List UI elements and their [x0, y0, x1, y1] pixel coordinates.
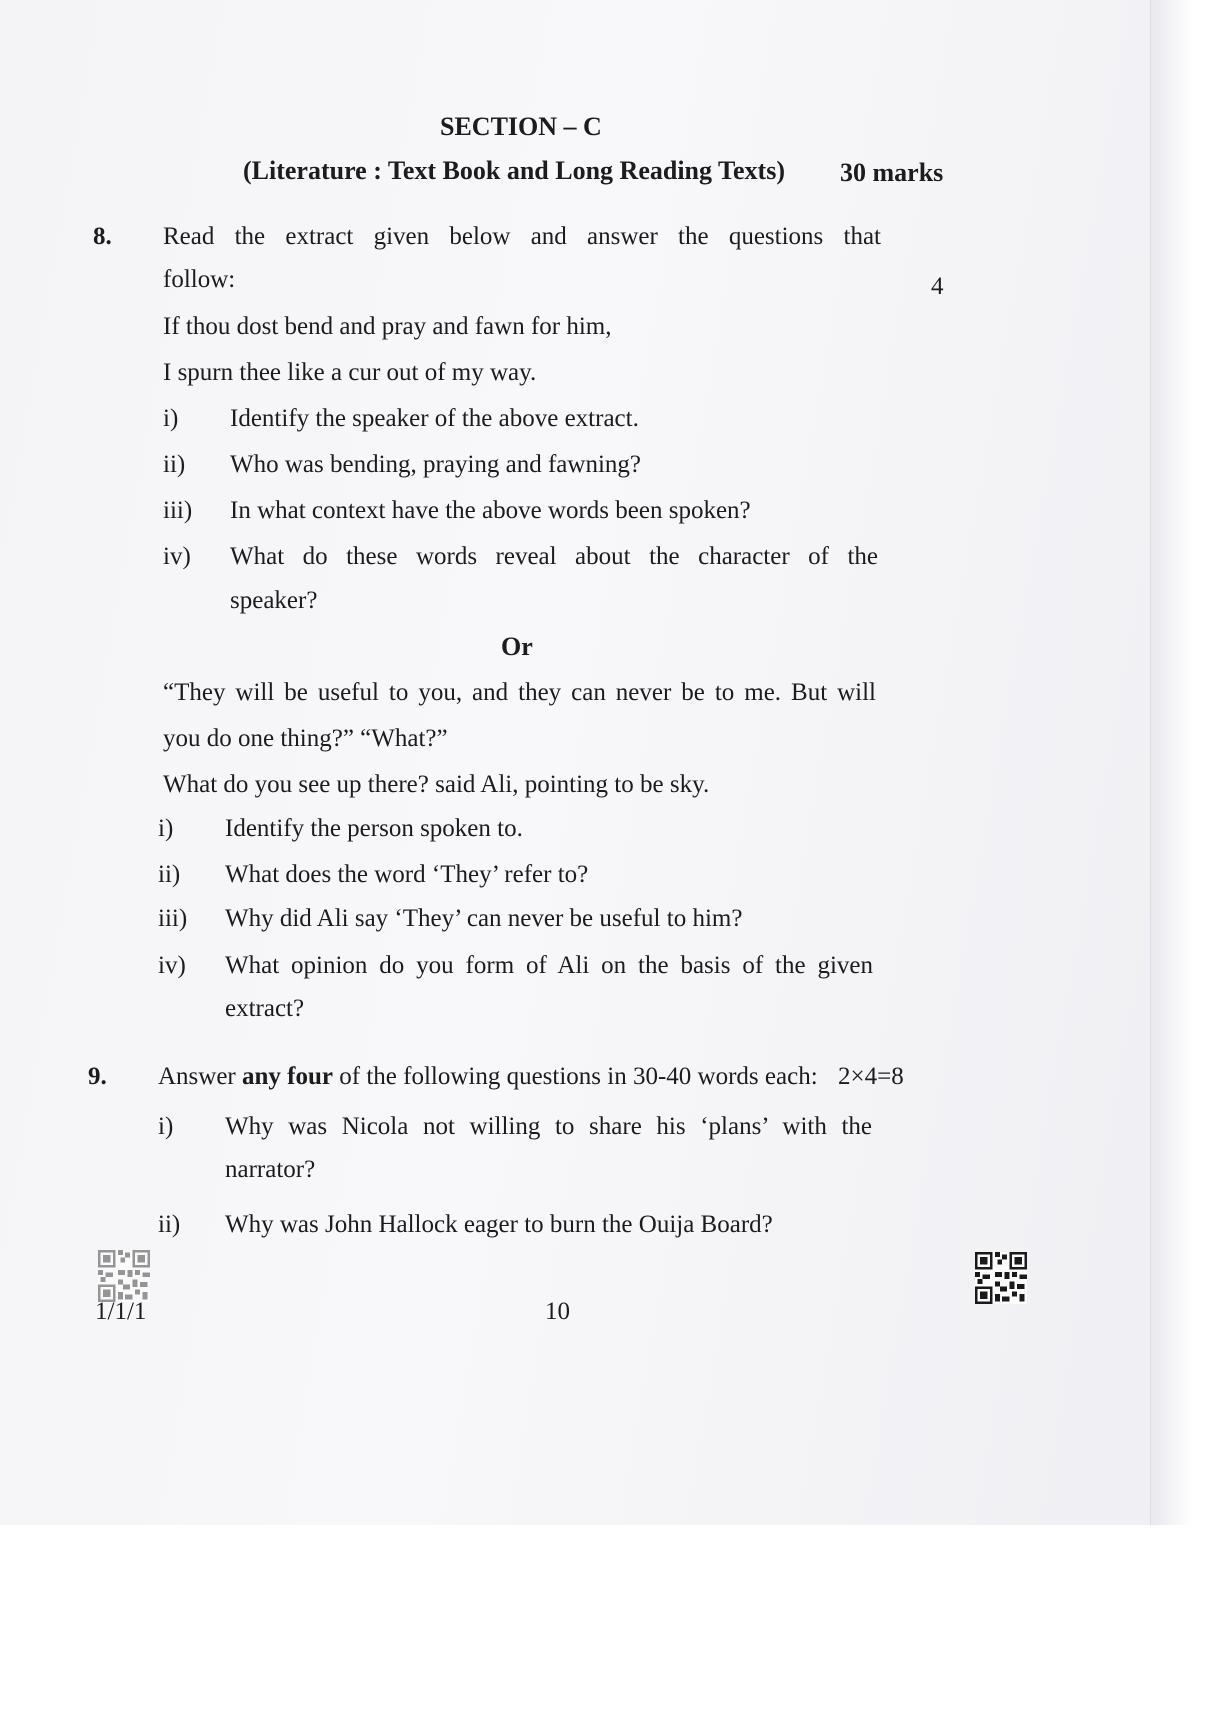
- q9-marks: 2×4=8: [838, 1063, 904, 1090]
- q8-instruction-line2: follow:: [163, 266, 236, 293]
- paper-edge: [1150, 0, 1193, 1525]
- extract-b-line-3: What do you see up there? said Ali, pointing to be sky.: [163, 771, 710, 798]
- q9-q2-number: ii): [158, 1211, 181, 1238]
- extract-b-q4-number: iv): [158, 952, 186, 979]
- extract-b-q3-number: iii): [158, 905, 188, 932]
- paper-code: 1/1/1: [95, 1298, 147, 1325]
- extract-a-line-2: I spurn thee like a cur out of my way.: [163, 359, 537, 386]
- or-divider: Or: [501, 632, 533, 661]
- extract-b-q2-number: ii): [158, 861, 181, 888]
- extract-b-q2-text: What does the word ‘They’ refer to?: [225, 861, 589, 888]
- qr-code-left-icon: [98, 1250, 150, 1302]
- extract-a-q1-text: Identify the speaker of the above extract.: [230, 405, 639, 432]
- qr-code-right-icon: [975, 1252, 1027, 1304]
- q9-q1-number: i): [158, 1113, 174, 1140]
- extract-a-q1-number: i): [163, 405, 179, 432]
- extract-b-q4-text-line1: What opinion do you form of Ali on the basis of the given: [225, 952, 873, 979]
- q8-number: 8.: [93, 223, 112, 250]
- extract-b-line-2: you do one thing?” “What?”: [163, 725, 448, 752]
- extract-b-q1-text: Identify the person spoken to.: [225, 815, 523, 842]
- extract-a-q4-number: iv): [163, 543, 191, 570]
- q9-q2-text: Why was John Hallock eager to burn the Ouija Board?: [225, 1211, 773, 1238]
- q9-q1-text-line2: narrator?: [225, 1156, 316, 1183]
- extract-a-q4-text-line2: speaker?: [230, 587, 318, 614]
- extract-a-line-1: If thou dost bend and pray and fawn for him,: [163, 313, 612, 340]
- q8-instruction-line1: Read the extract given below and answer the questions that: [163, 223, 881, 250]
- q8-marks: 4: [931, 273, 944, 300]
- extract-a-q3-number: iii): [163, 497, 193, 524]
- q9-instruction: Answer any four of the following questions in 30-40 words each:: [158, 1063, 818, 1090]
- extract-a-q2-number: ii): [163, 451, 186, 478]
- q9-q1-text-line1: Why was Nicola not willing to share his ‘plans’ with the: [225, 1113, 872, 1140]
- extract-a-q4-text-line1: What do these words reveal about the character of the: [230, 543, 878, 570]
- extract-b-line-1: “They will be useful to you, and they can never be to me. But will: [163, 679, 876, 706]
- section-title: SECTION – C: [440, 112, 602, 141]
- extract-b-q3-text: Why did Ali say ‘They’ can never be useful to him?: [225, 905, 743, 932]
- page-number: 10: [545, 1298, 570, 1325]
- q9-number: 9.: [88, 1063, 107, 1090]
- extract-b-q1-number: i): [158, 815, 174, 842]
- extract-b-q4-text-line2: extract?: [225, 995, 305, 1022]
- section-marks: 30 marks: [840, 158, 944, 187]
- extract-a-q2-text: Who was bending, praying and fawning?: [230, 451, 641, 478]
- extract-a-q3-text: In what context have the above words been spoken?: [230, 497, 751, 524]
- section-subtitle: (Literature : Text Book and Long Reading Texts): [243, 156, 785, 185]
